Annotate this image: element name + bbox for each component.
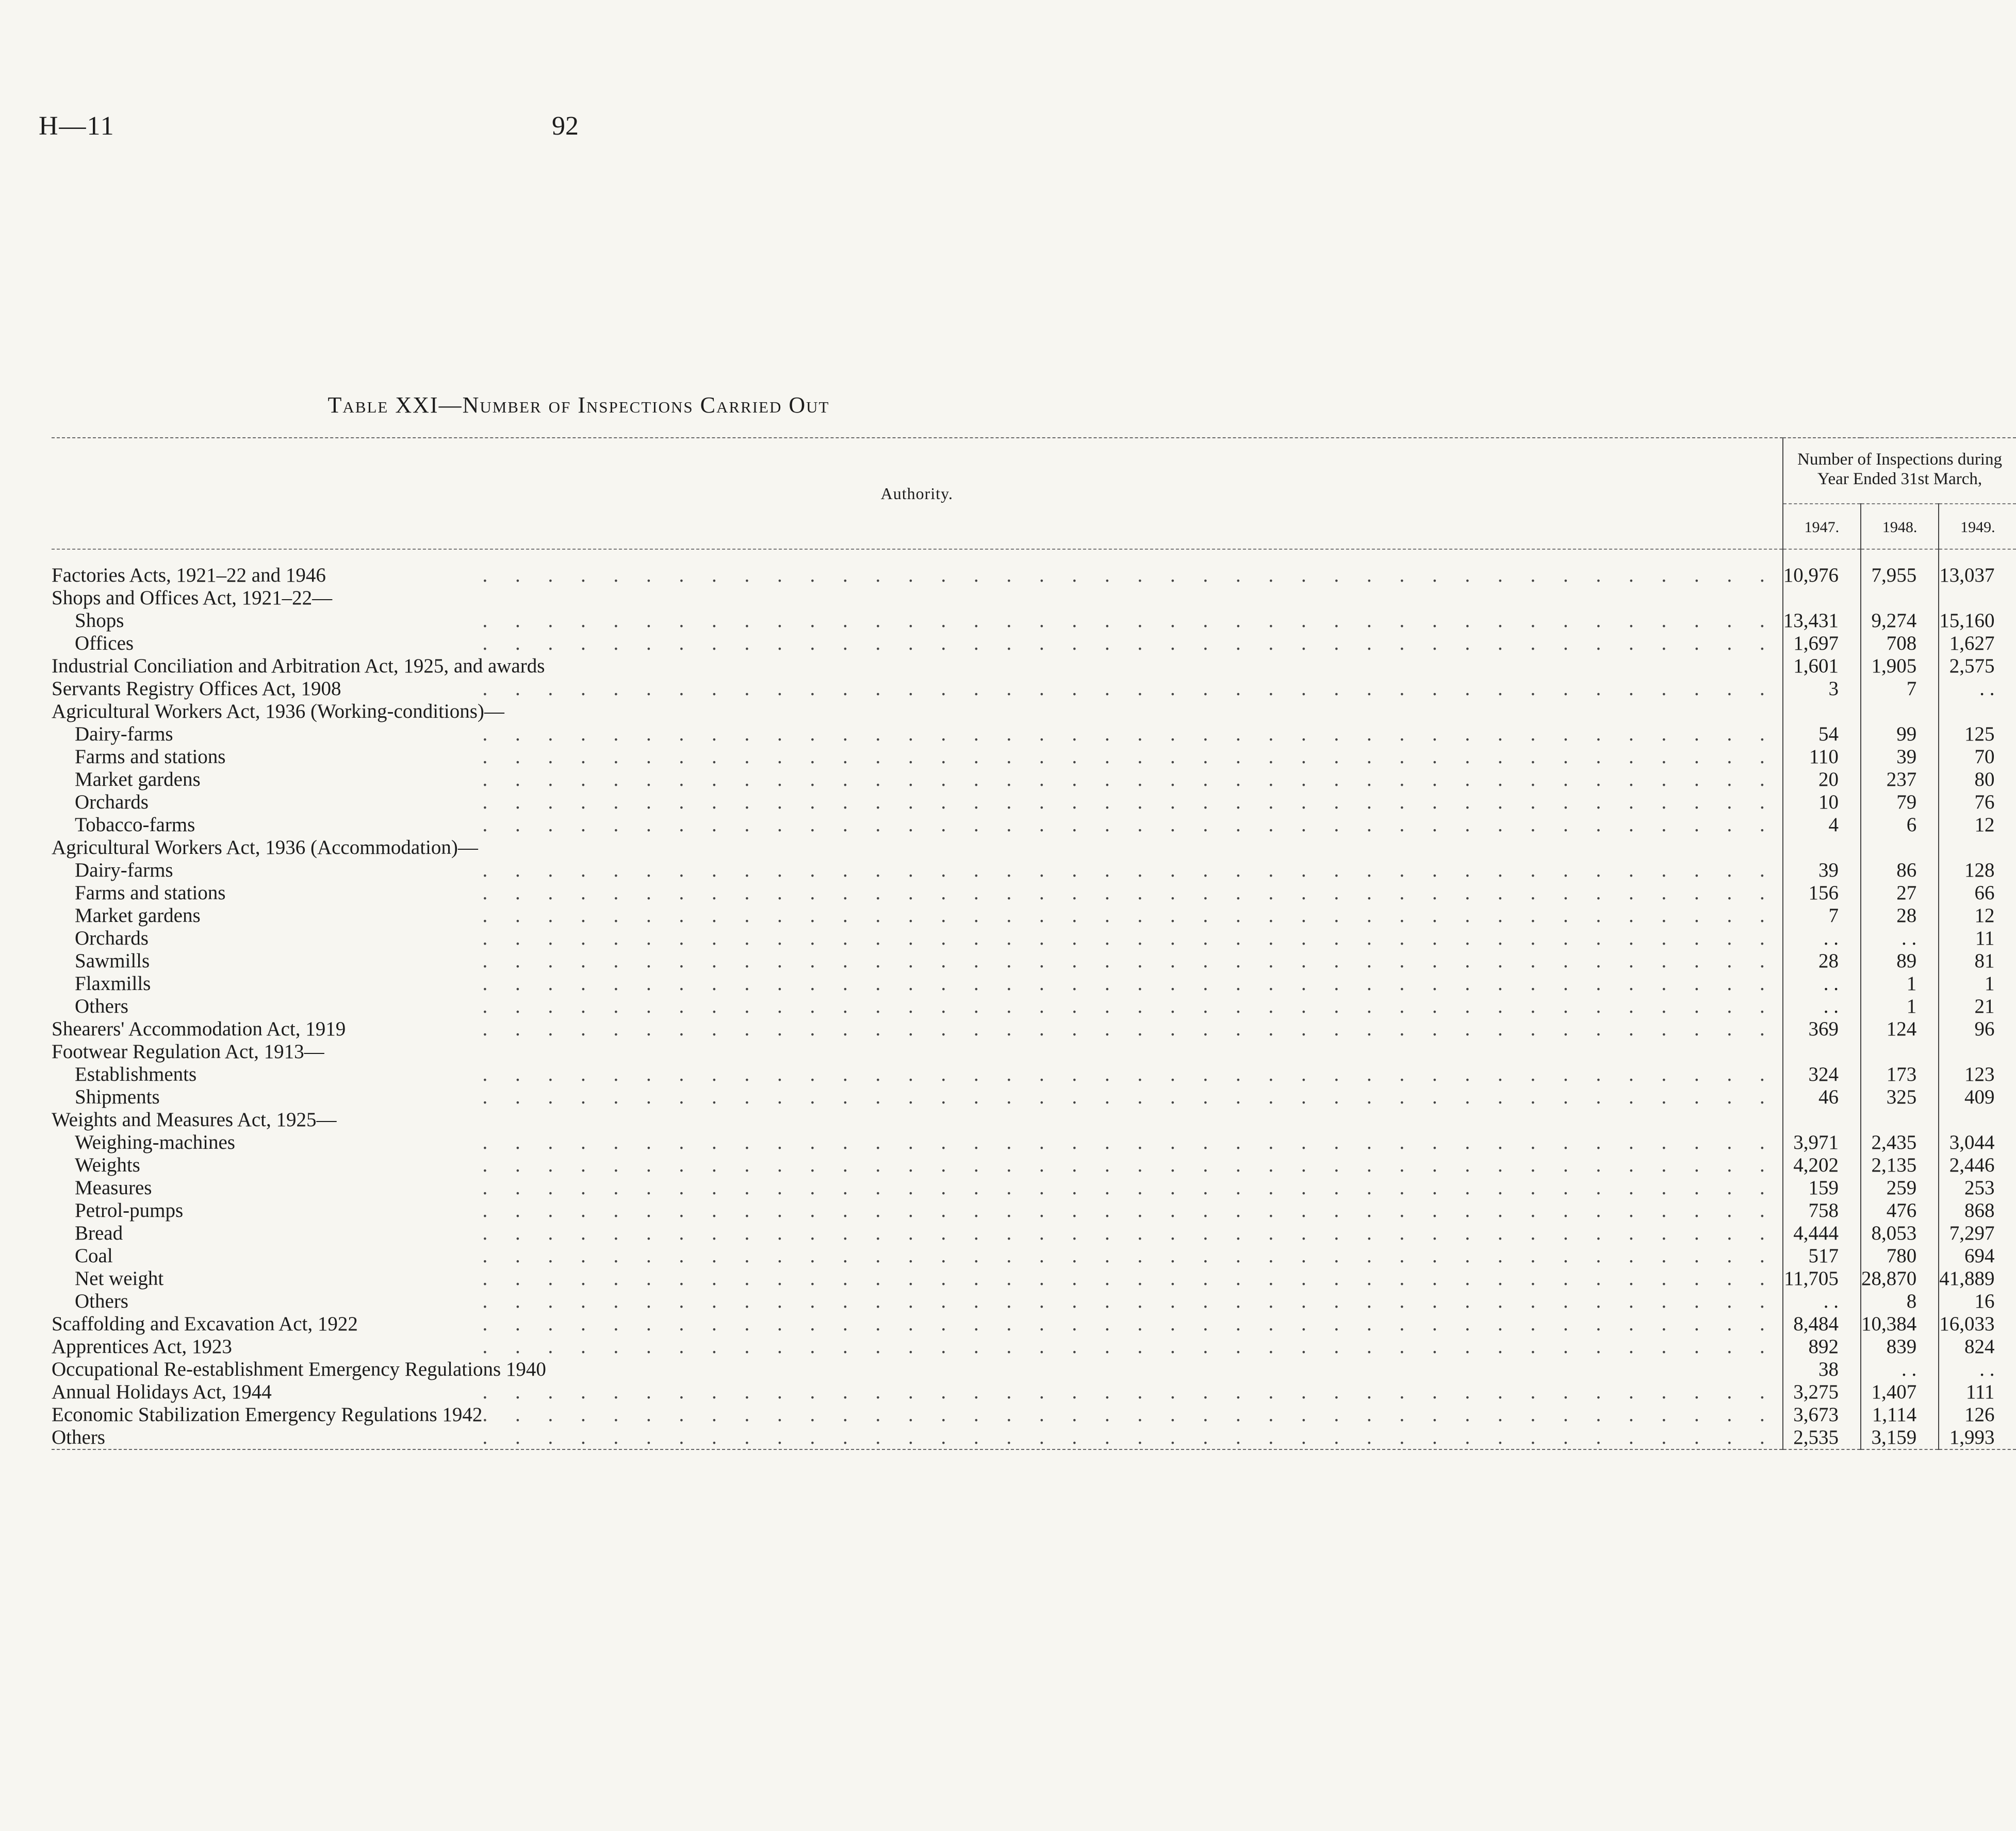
value-cell-1948: 1: [1861, 995, 1939, 1018]
value-cell-1947: 39: [1818, 859, 1839, 881]
authority-label: Footwear Regulation Act, 1913—: [52, 1041, 324, 1063]
value-cell-1947: 110: [1809, 746, 1839, 768]
value-cell-1948: 708: [1861, 632, 1939, 655]
table-row: [52, 1018, 2016, 1041]
table-row: [52, 723, 2016, 746]
value-cell-1948: [1861, 587, 1939, 609]
value-cell-1949: 16: [1974, 1290, 1995, 1312]
table-row: [52, 609, 2016, 632]
value-cell-1948: 79: [1861, 791, 1939, 814]
authority-label: Weights: [75, 1154, 140, 1176]
dot-leader: . . . . . . . . . . . . . . . . . . . . . . . . . . . . . . . . . . . . . . . .: [482, 814, 1776, 836]
value-cell-1947: 11,705: [1784, 1267, 1839, 1290]
authority-cell: [52, 950, 1783, 972]
table-row: [52, 1131, 2016, 1154]
value-cell-1947: 4,202: [1793, 1154, 1839, 1176]
year-header-1947: 1947.: [1783, 504, 1861, 549]
authority-cell: [52, 972, 1783, 995]
table-row: [52, 1335, 2016, 1358]
value-cell-1947: 13,431: [1783, 609, 1839, 632]
value-cell-1948: 28,870: [1861, 1267, 1939, 1290]
value-cell-1949: 12: [1974, 814, 1995, 836]
table-row: [52, 768, 2016, 791]
table-row: [52, 632, 2016, 655]
table-title-text: —Number of Inspections Carried Out: [438, 392, 830, 418]
authority-label: Establishments: [75, 1063, 197, 1085]
dot-leader: . . . . . . . . . . . . . . . . . . . . . . . . . . . . . . . . . . . . . . . .: [482, 1086, 1776, 1108]
authority-cell: [52, 609, 1783, 632]
authority-cell: [52, 1335, 1783, 1358]
value-cell-1949: 125: [1964, 723, 1995, 745]
value-cell-1948: 1,905: [1861, 655, 1939, 678]
table-row: [52, 678, 2016, 700]
value-cell-1947: 1,697: [1793, 632, 1839, 654]
value-cell-1947: 1,601: [1793, 655, 1839, 677]
value-cell-1948: 173: [1861, 1063, 1939, 1086]
value-cell-1948: 2,135: [1861, 1154, 1939, 1177]
table-body: [52, 550, 2016, 1465]
value-cell-1948: [1861, 1109, 1939, 1131]
authority-cell: [52, 1063, 1783, 1086]
value-cell-1948: 8,053: [1861, 1222, 1939, 1245]
table-row: [52, 882, 2016, 904]
table-row: [52, 859, 2016, 882]
value-cell-1948: 1,407: [1861, 1381, 1939, 1404]
authority-label: Bread: [75, 1222, 123, 1244]
dot-leader: . . . . . . . . . . . . . . . . . . . . . . . . . . . . . . . . . . . . . . . .: [482, 632, 1776, 654]
value-cell-1948: 89: [1861, 950, 1939, 972]
dot-leader: . . . . . . . . . . . . . . . . . . . . . . . . . . . . . . . . . . . . . . . .: [482, 1313, 1776, 1335]
authority-cell: [52, 587, 1783, 609]
authority-label: Shops: [75, 609, 124, 632]
value-cell-1947: [1783, 587, 1861, 609]
value-cell-1947: 159: [1808, 1177, 1839, 1199]
table-row: [52, 1109, 2016, 1131]
authority-cell: [52, 1131, 1783, 1154]
table-row: [52, 927, 2016, 950]
table-row: [52, 1290, 2016, 1313]
value-cell-1949: 16,033: [1939, 1313, 1995, 1335]
table-row: [52, 995, 2016, 1018]
value-cell-1948: 7,955: [1861, 564, 1939, 587]
table-title-prefix: Table XXI: [327, 392, 439, 418]
value-cell-1948: 10,384: [1861, 1313, 1939, 1335]
table-row: [52, 1313, 2016, 1335]
dot-leader: . . . . . . . . . . . . . . . . . . . . . . . . . . . . . . . . . . . . . . . .: [482, 859, 1776, 881]
authority-cell: [52, 723, 1783, 746]
value-cell-1948: 1: [1861, 972, 1939, 995]
authority-label: Others: [52, 1426, 105, 1448]
table-row: [52, 1177, 2016, 1199]
dot-leader: . . . . . . . . . . . . . . . . . . . . . . . . . . . . . . . . . . . . . . . .: [482, 1267, 1776, 1290]
authority-label: Factories Acts, 1921–22 and 1946: [52, 564, 326, 586]
dot-leader: . . . . . . . . . . . . . . . . . . . . . . . . . . . . . . . . . . . . . . . .: [482, 950, 1776, 972]
value-cell-1947: . .: [1823, 927, 1839, 949]
authority-label: Shipments: [75, 1086, 160, 1108]
authority-cell: [52, 836, 1783, 859]
authority-cell: [52, 1381, 1783, 1404]
authority-cell: [52, 1109, 1783, 1131]
value-cell-1947: 3,971: [1793, 1131, 1839, 1153]
value-cell-1948: 3,159: [1861, 1426, 1939, 1449]
value-cell-1949: 66: [1974, 882, 1995, 904]
value-cell-1947: [1783, 700, 1861, 723]
authority-label: Farms and stations: [75, 882, 226, 904]
value-cell-1949: [1939, 587, 2016, 609]
value-cell-1949: 96: [1974, 1018, 1995, 1040]
table-row: [52, 1267, 2016, 1290]
value-cell-1949: 2,575: [1949, 655, 1995, 677]
authority-cell: [52, 1086, 1783, 1109]
value-cell-1948: 124: [1861, 1018, 1939, 1041]
value-cell-1949: 123: [1964, 1063, 1995, 1085]
page-reference: H—11: [39, 111, 115, 141]
value-cell-1947: 10: [1818, 791, 1839, 813]
authority-label: Shearers' Accommodation Act, 1919: [52, 1018, 346, 1040]
table-row: [52, 791, 2016, 814]
value-cell-1948: 839: [1861, 1335, 1939, 1358]
value-cell-1947: . .: [1823, 995, 1839, 1017]
dot-leader: . . . . . . . . . . . . . . . . . . . . . . . . . . . . . . . . . . . . . . . .: [482, 723, 1776, 745]
authority-cell: [52, 632, 1783, 655]
authority-label: Coal: [75, 1245, 113, 1267]
year-header-1948: 1948.: [1861, 504, 1939, 549]
table-row: [52, 1404, 2016, 1426]
authority-label: Offices: [75, 632, 134, 654]
value-cell-1947: 324: [1808, 1063, 1839, 1085]
value-cell-1949: 41,889: [1939, 1267, 1995, 1290]
authority-label: Agricultural Workers Act, 1936 (Accommodation)—: [52, 836, 478, 859]
dot-leader: . . . . . . . . . . . . . . . . . . . . . . . . . . . . . . . . . . . . . . . .: [482, 1222, 1776, 1244]
dot-leader: . . . . . . . . . . . . . . . . . . . . . . . . . . . . . . . . . . . . . . . .: [482, 1245, 1776, 1267]
table-row: [52, 836, 2016, 859]
value-cell-1949: 824: [1964, 1335, 1995, 1358]
value-cell-1947: [1783, 1109, 1861, 1131]
value-cell-1949: . .: [1979, 1358, 1995, 1380]
table-row: [52, 1381, 2016, 1404]
table-title: [0, 392, 1157, 418]
authority-label: Tobacco-farms: [75, 814, 195, 836]
value-cell-1948: . .: [1861, 927, 1939, 950]
value-cell-1947: . .: [1823, 972, 1839, 995]
value-cell-1948: 780: [1861, 1245, 1939, 1267]
value-cell-1948: 476: [1861, 1199, 1939, 1222]
authority-label: Flaxmills: [75, 972, 151, 995]
value-cell-1948: . .: [1861, 1358, 1939, 1381]
authority-label: Annual Holidays Act, 1944: [52, 1381, 272, 1403]
authority-label: Servants Registry Offices Act, 1908: [52, 678, 341, 700]
authority-cell: [52, 904, 1783, 927]
table-row: [52, 700, 2016, 723]
dot-leader: . . . . . . . . . . . . . . . . . . . . . . . . . . . . . . . . . . . . . . . .: [482, 927, 1776, 949]
value-cell-1949: 253: [1964, 1177, 1995, 1199]
value-cell-1948: 2,435: [1861, 1131, 1939, 1154]
table-row: [52, 746, 2016, 768]
value-cell-1949: 12: [1974, 904, 1995, 927]
authority-cell: [52, 791, 1783, 814]
value-cell-1947: 758: [1808, 1199, 1839, 1222]
value-cell-1947: 156: [1808, 882, 1839, 904]
authority-label: Sawmills: [75, 950, 150, 972]
value-cell-1949: 409: [1964, 1086, 1995, 1108]
authority-cell: [52, 1245, 1783, 1267]
value-cell-1949: 1,627: [1949, 632, 1995, 654]
value-cell-1949: 76: [1974, 791, 1995, 813]
table-header: [52, 438, 2016, 550]
authority-label: Petrol-pumps: [75, 1199, 184, 1222]
value-cell-1947: 892: [1808, 1335, 1839, 1358]
dot-leader: . . . . . . . . . . . . . . . . . . . . . . . . . . . . . . . . . . . . . . . .: [482, 791, 1776, 813]
authority-cell: [52, 1018, 1783, 1041]
value-cell-1948: 237: [1861, 768, 1939, 791]
dot-leader: . . . . . . . . . . . . . . . . . . . . . . . . . . . . . . . . . . . . . . . .: [482, 1154, 1776, 1176]
authority-label: Scaffolding and Excavation Act, 1922: [52, 1313, 358, 1335]
authority-cell: [52, 1267, 1783, 1290]
authority-label: Apprentices Act, 1923: [52, 1335, 232, 1358]
authority-cell: [52, 814, 1783, 836]
value-cell-1949: 7,297: [1949, 1222, 1995, 1244]
authority-label: Dairy-farms: [75, 859, 173, 881]
authority-label: Weights and Measures Act, 1925—: [52, 1109, 337, 1131]
authority-column-header: Authority.: [52, 438, 1783, 549]
value-cell-1949: 70: [1974, 746, 1995, 768]
authority-cell: [52, 859, 1783, 882]
authority-cell: [52, 882, 1783, 904]
value-cell-1949: 15,160: [1939, 609, 1995, 632]
dot-leader: . . . . . . . . . . . . . . . . . . . . . . . . . . . . . . . . . . . . . . . .: [482, 678, 1776, 700]
authority-cell: [52, 1290, 1783, 1313]
value-cell-1949: 81: [1974, 950, 1995, 972]
authority-label: Net weight: [75, 1267, 164, 1290]
authority-label: Others: [75, 1290, 128, 1312]
table-row: [52, 587, 2016, 609]
authority-cell: [52, 678, 1783, 700]
value-cell-1949: [1939, 836, 2016, 859]
authority-label: Industrial Conciliation and Arbitration Act, 1925, and awards: [52, 655, 545, 677]
value-cell-1947: [1783, 1041, 1861, 1063]
dot-leader: . . . . . . . . . . . . . . . . . . . . . . . . . . . . . . . . . . . . . . . .: [482, 746, 1776, 768]
dot-leader: . . . . . . . . . . . . . . . . . . . . . . . . . . . . . . . . . . . . . . . .: [482, 768, 1776, 790]
value-cell-1948: 99: [1861, 723, 1939, 746]
value-cell-1948: [1861, 1041, 1939, 1063]
value-cell-1947: 3,275: [1793, 1381, 1839, 1403]
authority-cell: [52, 1199, 1783, 1222]
authority-label: Dairy-farms: [75, 723, 173, 745]
authority-cell: [52, 927, 1783, 950]
value-cell-1947: 7: [1828, 904, 1839, 927]
value-cell-1947: 28: [1818, 950, 1839, 972]
value-cell-1949: 1,993: [1949, 1426, 1995, 1448]
authority-label: Shops and Offices Act, 1921–22—: [52, 587, 333, 609]
value-cell-1947: 3: [1828, 678, 1839, 700]
dot-leader: . . . . . . . . . . . . . . . . . . . . . . . . . . . . . . . . . . . . . . . .: [482, 1404, 1776, 1426]
value-cell-1949: [1939, 700, 2016, 723]
value-cell-1949: 1: [1984, 972, 1995, 995]
authority-label: Orchards: [75, 791, 149, 813]
authority-label: Economic Stabilization Emergency Regulations 1942: [52, 1404, 483, 1426]
value-cell-1948: 7: [1861, 678, 1939, 700]
dot-leader: . . . . . . . . . . . . . . . . . . . . . . . . . . . . . . . . . . . . . . . .: [482, 1063, 1776, 1085]
value-cell-1948: 28: [1861, 904, 1939, 927]
value-cell-1948: 325: [1861, 1086, 1939, 1109]
page-header: [39, 111, 606, 152]
table-row: [52, 814, 2016, 836]
value-cell-1947: 10,976: [1783, 564, 1839, 586]
table-row: [52, 1154, 2016, 1177]
table-row: [52, 972, 2016, 995]
value-cell-1949: 11: [1975, 927, 1995, 949]
authority-cell: [52, 1177, 1783, 1199]
value-cell-1948: 8: [1861, 1290, 1939, 1313]
authority-label: Measures: [75, 1177, 152, 1199]
value-cell-1947: 3,673: [1793, 1404, 1839, 1426]
value-cell-1949: 868: [1964, 1199, 1995, 1222]
value-cell-1949: . .: [1979, 678, 1995, 700]
value-cell-1947: 369: [1808, 1018, 1839, 1040]
year-group-header: Number of Inspections during Year Ended 31st March,: [1783, 438, 2016, 504]
table-row: [52, 564, 2016, 587]
value-cell-1947: 2,535: [1793, 1426, 1839, 1448]
dot-leader: . . . . . . . . . . . . . . . . . . . . . . . . . . . . . . . . . . . . . . . .: [482, 1381, 1776, 1403]
dot-leader: . . . . . . . . . . . . . . . . . . . . . . . . . . . . . . . . . . . . . . . .: [482, 609, 1776, 632]
table-row: [52, 1086, 2016, 1109]
page-number: 92: [552, 111, 579, 141]
value-cell-1948: 1,114: [1861, 1404, 1939, 1426]
dot-leader: . . . . . . . . . . . . . . . . . . . . . . . . . . . . . . . . . . . . . . . .: [482, 564, 1776, 586]
value-cell-1947: . .: [1823, 1290, 1839, 1312]
table-row: [52, 1426, 2016, 1449]
value-cell-1947: 54: [1818, 723, 1839, 745]
authority-cell: [52, 564, 1783, 587]
dot-leader: . . . . . . . . . . . . . . . . . . . . . . . . . . . . . . . . . . . . . . . .: [482, 882, 1776, 904]
value-cell-1947: 38: [1818, 1358, 1839, 1380]
authority-cell: [52, 1404, 1783, 1426]
table-row: [52, 1063, 2016, 1086]
dot-leader: . . . . . . . . . . . . . . . . . . . . . . . . . . . . . . . . . . . . . . . .: [482, 1290, 1776, 1312]
value-cell-1949: 13,037: [1939, 564, 1995, 586]
dot-leader: . . . . . . . . . . . . . . . . . . . . . . . . . . . . . . . . . . . . . . . .: [482, 1335, 1776, 1358]
table-row: [52, 1041, 2016, 1063]
value-cell-1949: [1939, 1109, 2016, 1131]
table-row: [52, 1245, 2016, 1267]
inspections-table: [52, 437, 2016, 1465]
dot-leader: . . . . . . . . . . . . . . . . . . . . . . . . . . . . . . . . . . . . . . . .: [482, 1018, 1776, 1040]
dot-leader: . . . . . . . . . . . . . . . . . . . . . . . . . . . . . . . . . . . . . . . .: [482, 995, 1776, 1017]
authority-cell: [52, 700, 1783, 723]
year-header-1949: 1949.: [1939, 504, 2016, 549]
authority-cell: [52, 995, 1783, 1018]
authority-cell: [52, 1313, 1783, 1335]
value-cell-1948: [1861, 700, 1939, 723]
authority-cell: [52, 1222, 1783, 1245]
dot-leader: . . . . . . . . . . . . . . . . . . . . . . . . . . . . . . . . . . . . . . . .: [482, 1426, 1776, 1448]
value-cell-1948: [1861, 836, 1939, 859]
value-cell-1949: [1939, 1041, 2016, 1063]
authority-cell: [52, 1154, 1783, 1177]
authority-label: Occupational Re-establishment Emergency Regulations 1940: [52, 1358, 546, 1380]
value-cell-1949: 3,044: [1949, 1131, 1995, 1153]
value-cell-1947: 20: [1818, 768, 1839, 790]
table-row: [52, 1199, 2016, 1222]
value-cell-1949: 126: [1964, 1404, 1995, 1426]
table-row: [52, 904, 2016, 927]
dot-leader: . . . . . . . . . . . . . . . . . . . . . . . . . . . . . . . . . . . . . . . .: [482, 1177, 1776, 1199]
value-cell-1949: 80: [1974, 768, 1995, 790]
value-cell-1947: 8,484: [1793, 1313, 1839, 1335]
table-row: [52, 1358, 2016, 1381]
dot-leader: . . . . . . . . . . . . . . . . . . . . . . . . . . . . . . . . . . . . . . . .: [482, 904, 1776, 927]
value-cell-1947: 4,444: [1793, 1222, 1839, 1244]
value-cell-1948: 27: [1861, 882, 1939, 904]
value-cell-1948: 86: [1861, 859, 1939, 882]
authority-label: Weighing-machines: [75, 1131, 235, 1153]
authority-cell: [52, 746, 1783, 768]
authority-label: Orchards: [75, 927, 149, 949]
value-cell-1948: 6: [1861, 814, 1939, 836]
dot-leader: . . . . . . . . . . . . . . . . . . . . . . . . . . . . . . . . . . . . . . . .: [482, 972, 1776, 995]
value-cell-1947: [1783, 836, 1861, 859]
authority-cell: [52, 655, 1783, 678]
authority-label: Farms and stations: [75, 746, 226, 768]
authority-cell: [52, 1041, 1783, 1063]
table-row: [52, 1222, 2016, 1245]
dot-leader: . . . . . . . . . . . . . . . . . . . . . . . . . . . . . . . . . . . . . . . .: [482, 1131, 1776, 1153]
authority-cell: [52, 768, 1783, 791]
value-cell-1948: 39: [1861, 746, 1939, 768]
authority-label: Others: [75, 995, 128, 1017]
authority-cell: [52, 1358, 1783, 1381]
value-cell-1948: 9,274: [1861, 609, 1939, 632]
dot-leader: . . . . . . . . . . . . . . . . . . . . . . . . . . . . . . . . . . . . . . . .: [482, 1199, 1776, 1222]
value-cell-1949: 21: [1974, 995, 1995, 1017]
authority-label: Agricultural Workers Act, 1936 (Working-conditions)—: [52, 700, 504, 722]
authority-label: Market gardens: [75, 904, 201, 927]
table-row: [52, 655, 2016, 678]
value-cell-1949: 128: [1964, 859, 1995, 881]
value-cell-1948: 259: [1861, 1177, 1939, 1199]
value-cell-1949: 694: [1964, 1245, 1995, 1267]
value-cell-1947: 517: [1808, 1245, 1839, 1267]
value-cell-1949: 111: [1965, 1381, 1995, 1403]
value-cell-1949: 2,446: [1949, 1154, 1995, 1176]
authority-label: Market gardens: [75, 768, 201, 790]
value-cell-1947: 46: [1818, 1086, 1839, 1108]
value-cell-1947: 4: [1828, 814, 1839, 836]
table-row: [52, 950, 2016, 972]
authority-cell: [52, 1426, 1783, 1449]
